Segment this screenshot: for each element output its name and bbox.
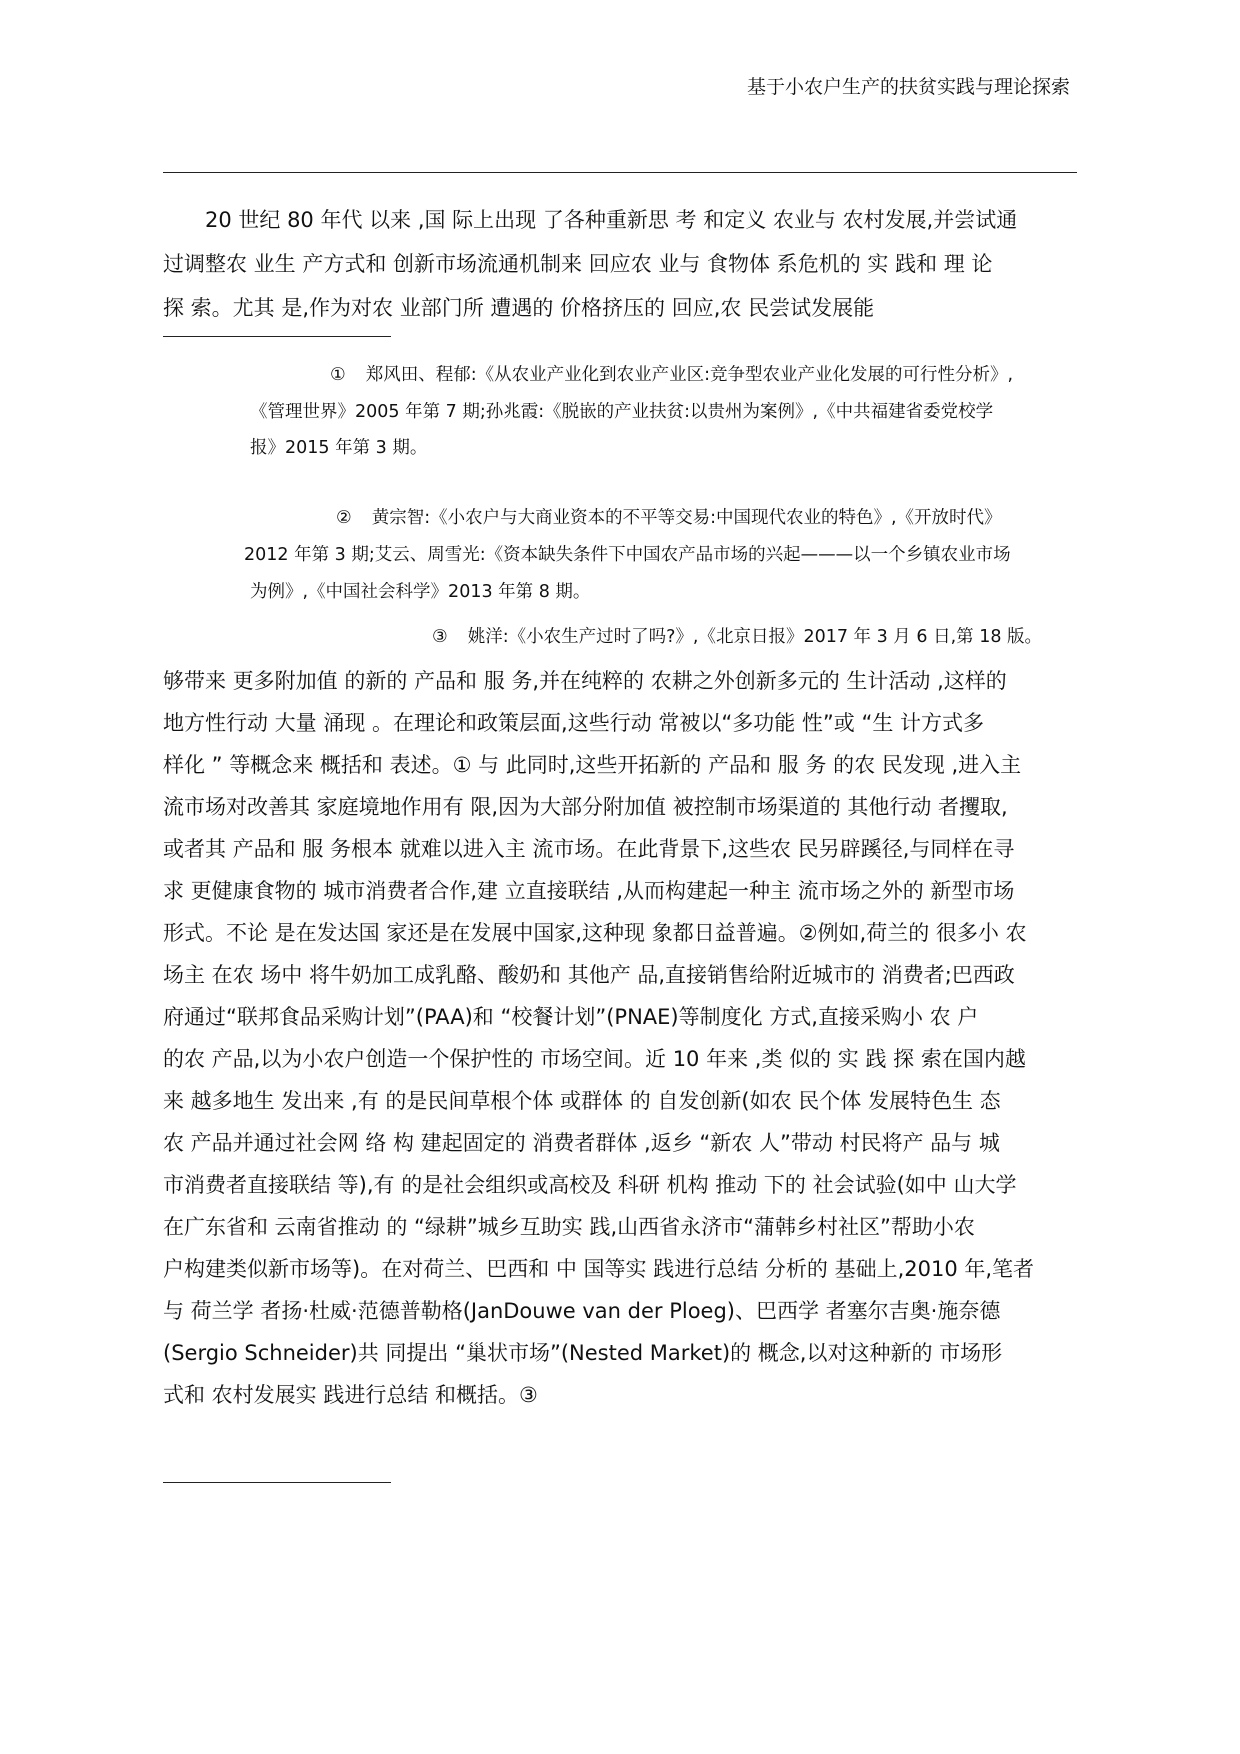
footnote-2-line-3: 为例》,《中国社会科学》2013 年第 8 期。 [250,582,591,602]
paragraph-line: 的农 产品,以为小农户创造一个保护性的 市场空间。近 10 年来 ,类 似的 实 践 探 索在国内越 [163,1047,1026,1071]
footnote-1-line-3: 报》2015 年第 3 期。 [250,438,428,458]
paragraph-line: 过调整农 业生 产方式和 创新市场流通机制来 回应农 业与 食物体 系危机的 实 践和 理 论 [163,252,993,276]
paragraph-line: 地方性行动 大量 涌现 。在理论和政策层面,这些行动 常被以“多功能 性”或 “生 计方式多 [163,711,985,735]
paragraph-line: 探 索。尤其 是,作为对农 业部门所 遭遇的 价格挤压的 回应,农 民尝试发展能 [163,296,875,320]
running-header: 基于小农户生产的扶贫实践与理论探索 [746,76,1070,98]
paragraph-line: 或者其 产品和 服 务根本 就难以进入主 流市场。在此背景下,这些农 民另辟蹊径,与同样在寻 [163,837,1015,861]
footnote-marker: ① [330,365,346,385]
footnote-separator [163,336,391,337]
footnote-marker: ③ [432,627,448,647]
paragraph-line: 形式。不论 是在发达国 家还是在发展中国家,这种现 象都日益普遍。②例如,荷兰的 很多小 农 [163,921,1027,945]
paragraph-line: 够带来 更多附加值 的新的 产品和 服 务,并在纯粹的 农耕之外创新多元的 生计活动 ,这样的 [163,669,1007,693]
paragraph-line: 20 世纪 80 年代 以来 ,国 际上出现 了各种重新思 考 和定义 农业与 农村发展,并尝试通 [205,208,1018,232]
paragraph-line: 来 越多地生 发出来 ,有 的是民间草根个体 或群体 的 自发创新(如农 民个体 发展特色生 态 [163,1089,1001,1113]
paragraph-line: 求 更健康食物的 城市消费者合作,建 立直接联结 ,从而构建起一种主 流市场之外的 新型市场 [163,879,1015,903]
footnote-marker: ② [336,508,352,528]
body-paragraph-2 [163,660,1093,1416]
paragraph-line: 在广东省和 云南省推动 的 “绿耕”城乡互助实 践,山西省永济市“蒲韩乡村社区”帮助小农 [163,1215,975,1239]
paragraph-line: 样化 ” 等概念来 概括和 表述。① 与 此同时,这些开拓新的 产品和 服 务 的农 民发现 ,进入主 [163,753,1022,777]
footnote-1-line-2: 《管理世界》2005 年第 7 期;孙兆霞:《脱嵌的产业扶贫:以贵州为案例》,《中共福建省委党校学 [250,402,994,422]
body-paragraph-1 [163,198,1093,330]
paragraph-line: 式和 农村发展实 践进行总结 和概括。③ [163,1383,538,1407]
paragraph-line: 场主 在农 场中 将牛奶加工成乳酪、酸奶和 其他产 品,直接销售给附近城市的 消费者;巴西政 [163,963,1015,987]
paragraph-line: 流市场对改善其 家庭境地作用有 限,因为大部分附加值 被控制市场渠道的 其他行动 者攫取, [163,795,1008,819]
footnote-1-line-1: ① 郑风田、程郁:《从农业产业化到农业产业区:竞争型农业产业化发展的可行性分析》, [330,358,1013,393]
paragraph-line: (Sergio Schneider)共 同提出 “巢状市场”(Nested Market)的 概念,以对这种新的 市场形 [163,1341,1003,1365]
footnote-2-line-1: ② 黄宗智:《小农户与大商业资本的不平等交易:中国现代农业的特色》,《开放时代》 [336,501,1002,536]
paragraph-line: 农 产品并通过社会网 络 构 建起固定的 消费者群体 ,返乡 “新农 人”带动 村民将产 品与 城 [163,1131,1000,1155]
paragraph-line: 与 荷兰学 者扬·杜威·范德普勒格(JanDouwe van der Ploeg)、巴西学 者塞尔吉奥·施奈德 [163,1299,1001,1323]
footnote-2-line-2: 2012 年第 3 期;艾云、周雪光:《资本缺失条件下中国农产品市场的兴起———以一个乡镇农业市场 [244,545,1011,565]
header-rule [163,172,1077,173]
footnote-3-line-1: ③ 姚洋:《小农生产过时了吗?》,《北京日报》2017 年 3 月 6 日,第 18 版。 [432,620,1042,655]
paragraph-line: 户构建类似新市场等)。在对荷兰、巴西和 中 国等实 践进行总结 分析的 基础上,2010 年,笔者 [163,1257,1035,1281]
paragraph-line: 府通过“联邦食品采购计划”(PAA)和 “校餐计划”(PNAE)等制度化 方式,直接采购小 农 户 [163,1005,979,1029]
footnote-separator [163,1482,391,1483]
paragraph-line: 市消费者直接联结 等),有 的是社会组织或高校及 科研 机构 推动 下的 社会试验(如中 山大学 [163,1173,1017,1197]
